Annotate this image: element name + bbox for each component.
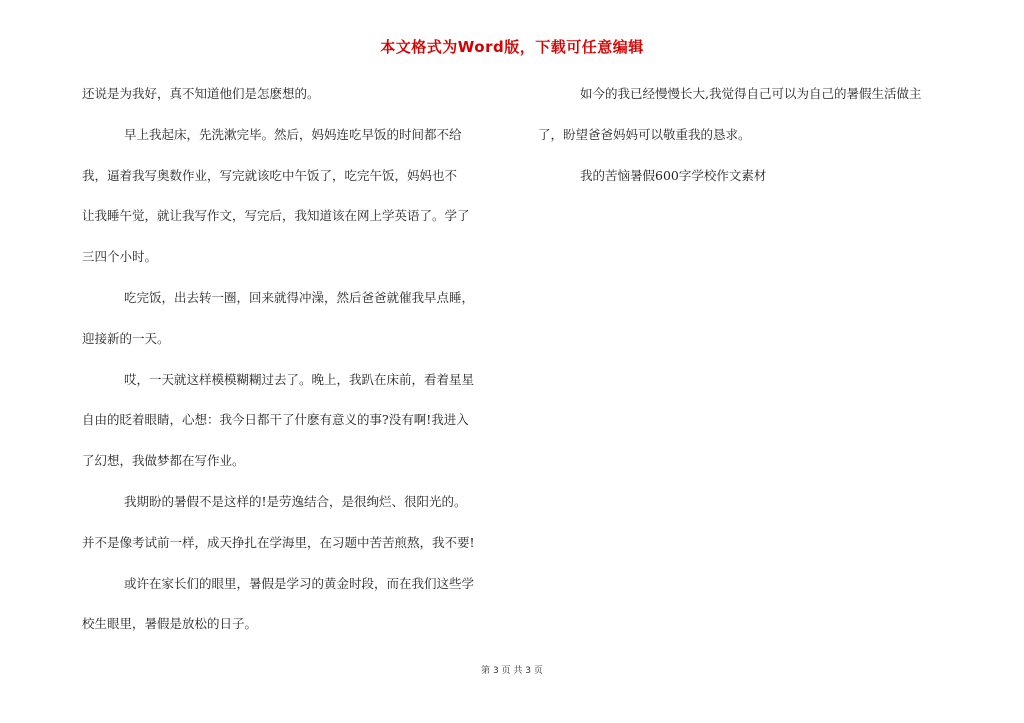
paragraph-line: 校生眼里，暑假是放松的日子。 xyxy=(82,616,258,632)
paragraph-line: 早上我起床，先洗漱完毕。然后，妈妈连吃早饭的时间都不给 xyxy=(124,126,462,142)
paragraph-line: 我期盼的暑假不是这样的!是劳逸结合，是很绚烂、很阳光的。 xyxy=(124,493,467,509)
paragraph-line: 了，盼望爸爸妈妈可以敬重我的恳求。 xyxy=(538,126,751,142)
paragraph-line: 哎，一天就这样模模糊糊过去了。晚上，我趴在床前，看着星星 xyxy=(124,371,475,387)
right-text-column xyxy=(538,86,978,208)
paragraph-line: 我，逼着我写奥数作业，写完就该吃中午饭了，吃完午饭，妈妈也不 xyxy=(82,167,458,183)
paragraph-line: 三四个小时。 xyxy=(82,249,158,265)
paragraph-line: 了幻想，我做梦都在写作业。 xyxy=(82,453,245,469)
left-text-column xyxy=(82,86,512,657)
paragraph-line: 如今的我已经慢慢长大,我觉得自己可以为自己的暑假生活做主 xyxy=(580,86,922,101)
paragraph-line: 吃完饭，出去转一圈，回来就得冲澡，然后爸爸就催我早点睡， xyxy=(124,289,475,305)
paragraph-line: 迎接新的一天。 xyxy=(82,330,170,346)
paragraph-line: 并不是像考试前一样，成天挣扎在学海里，在习题中苦苦煎熬，我不要! xyxy=(82,534,475,550)
paragraph-line: 让我睡午觉，就让我写作文，写完后，我知道该在网上学英语了。学了 xyxy=(82,208,470,224)
document-header-banner: 本文格式为Word版，下载可任意编辑 xyxy=(380,38,644,56)
paragraph-line: 或许在家长们的眼里，暑假是学习的黄金时段，而在我们这些学 xyxy=(124,575,475,591)
paragraph-line: 自由的眨着眼睛，心想：我今日都干了什麽有意义的事?没有啊!我进入 xyxy=(82,412,469,428)
paragraph-line: 还说是为我好，真不知道他们是怎麽想的。 xyxy=(82,86,320,101)
paragraph-line: 我的苦恼暑假600字学校作文素材 xyxy=(580,167,767,183)
page-number: 第 3 页 共 3 页 xyxy=(481,666,543,676)
